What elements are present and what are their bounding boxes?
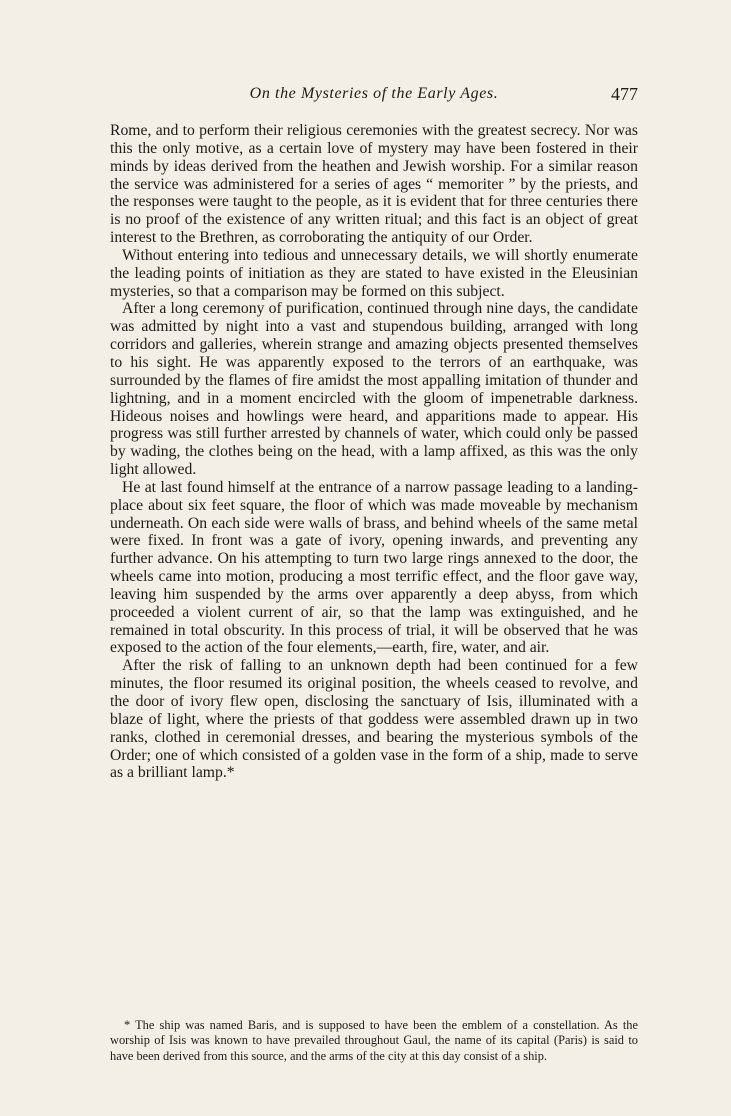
body-text xyxy=(110,122,638,782)
page-number: 477 xyxy=(611,84,638,104)
running-title: On the Mysteries of the Early Ages. xyxy=(249,85,499,102)
page-header xyxy=(110,82,638,106)
paragraph-5: After the risk of falling to an unknown depth had been continued for a few minutes, the floor resumed its original position, the wheels ceased to revolve, and the door of ivory flew open, disclosing the sanctuary of Isis, illuminated with a blaze of light, where the priests of that goddess were assembled drawn up in two ranks, clothed in ceremonial dresses, and bearing the mysterious symbols of the Order; one of which consisted of a golden vase in the form of a ship, made to serve as a brilliant lamp.* xyxy=(110,657,638,782)
paragraph-3: After a long ceremony of purification, continued through nine days, the candidate was admitted by night into a vast and stupendous building, arranged with long corridors and galleries, wherein strange and amazing objects presented themselves to his sight. He was apparently exposed to the terrors of an earthquake, was surrounded by the flames of fire amidst the most appalling imitation of thunder and lightning, and in a moment encircled with the gloom of impenetrable darkness. Hideous noises and howlings were heard, and apparitions made to appear. His progress was still further arrested by channels of water, which could only be passed by wading, the clothes being on the head, with a lamp affixed, as this was the only light allowed. xyxy=(110,300,638,479)
paragraph-2: Without entering into tedious and unnecessary details, we will shortly enumerate the leading points of initiation as they are stated to have existed in the Eleusinian mysteries, so that a comparison may be formed on this subject. xyxy=(110,246,638,300)
footnote-text: * The ship was named Baris, and is supposed to have been the emblem of a constellation. As the worship of Isis was known to have prevailed throughout Gaul, the name of its capital (Paris) is said to have been derived from this source, and the arms of the city at this day consist of a ship. xyxy=(110,1018,638,1063)
footnote xyxy=(110,1018,638,1064)
paragraph-1: Rome, and to perform their religious ceremonies with the greatest secrecy. Nor was this the only motive, as a certain love of mystery may have been fostered in their minds by ideas derived from the heathen and Jewish worship. For a similar reason the service was administered for a series of ages “ memoriter ” by the priests, and the responses were taught to the people, as it is evident that for three centuries there is no proof of the existence of any written ritual; and this fact is an object of great interest to the Brethren, as corroborating the antiquity of our Order. xyxy=(110,122,638,247)
paragraph-4: He at last found himself at the entrance of a narrow passage leading to a landing-place about six feet square, the floor of which was made moveable by mechanism underneath. On each side were walls of brass, and behind wheels of the same metal were fixed. In front was a gate of ivory, opening inwards, and preventing any further advance. On his attempting to turn two large rings annexed to the door, the wheels came into motion, producing a most terrific effect, and the floor gave way, leaving him suspended by the arms over apparently a deep abyss, from which proceeded a violent current of air, so that the lamp was extinguished, and he remained in total obscurity. In this process of trial, it will be observed that he was exposed to the action of the four elements,—earth, fire, water, and air. xyxy=(110,478,638,657)
